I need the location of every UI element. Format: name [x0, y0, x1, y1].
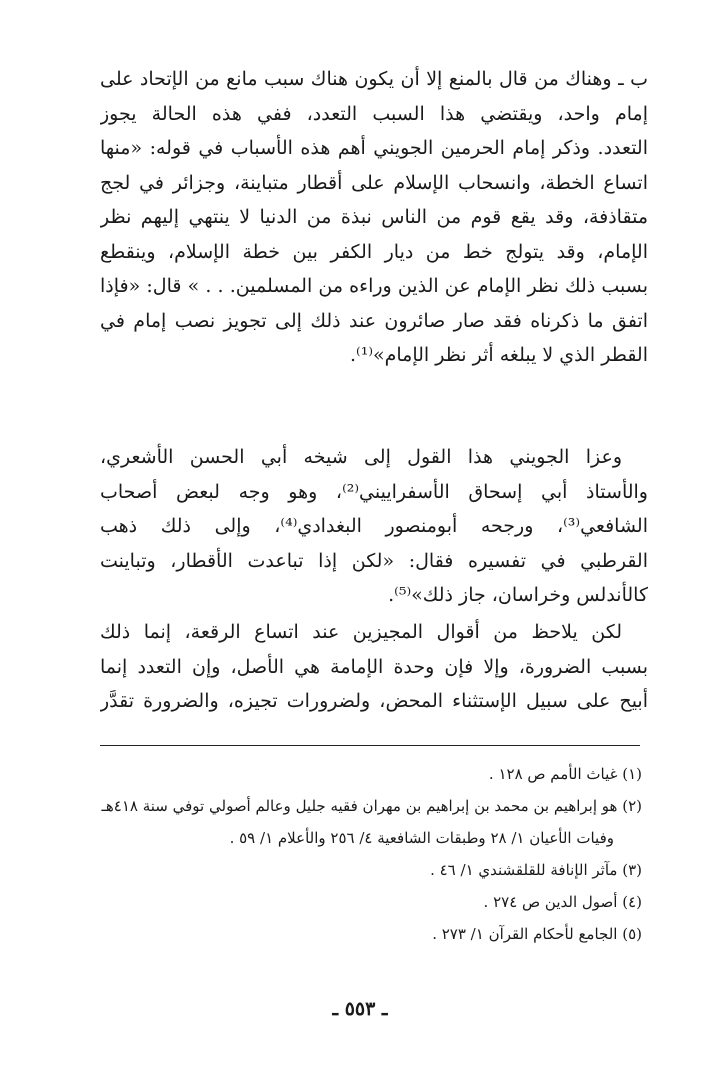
page-number: ـ ٥٥٣ ـ: [332, 998, 388, 1020]
text-line: بسبب ذلك نظر الإمام عن الذين وراءه من المسلمين. . . » قال: «فإذا: [100, 275, 648, 297]
footnote-separator: [100, 745, 640, 746]
text-line: كالأندلس وخراسان، جاز ذلك»⁽⁵⁾.: [388, 584, 648, 606]
text-line: ب ـ وهناك من قال بالمنع إلا أن يكون هناك سبب مانع من الإتحاد على: [100, 68, 648, 90]
text-line: التعدد. وذكر إمام الحرمين الجويني أهم هذه الأسباب في قوله: «منها: [100, 137, 648, 159]
text-line: إمام واحد، ويقتضي هذا السبب التعدد، ففي هذه الحالة يجوز: [100, 102, 648, 125]
text-line: وعزا الجويني هذا القول إلى شيخه أبي الحسن الأشعري،: [100, 446, 622, 468]
paragraph-2: [100, 440, 648, 613]
text-line: اتفق ما ذكرناه فقد صار صائرون عند ذلك إلى تجويز نصب إمام في: [100, 309, 648, 332]
text-line: القرطبي في تفسيره فقال: «لكن إذا تباعدت الأقطار، وتباينت: [100, 549, 648, 572]
footnote-4: (٤) أصول الدين ص ٢٧٤ .: [483, 893, 642, 911]
footnote-3: (٣) مآثر الإنافة للقلقشندي ١/ ٤٦ .: [430, 861, 642, 879]
text-line: أبيح على سبيل الإستثناء المحض، ولضرورات تجيزه، والضرورة تقدَّر: [100, 690, 648, 712]
text-line: اتساع الخطة، وانسحاب الإسلام على أقطار متباينة، وجزائر في لجج: [100, 171, 648, 194]
paragraph-3: [100, 615, 648, 719]
text-line: والأستاذ أبي إسحاق الأسفراييني⁽²⁾، وهو وجه لبعض أصحاب: [100, 480, 648, 503]
text-line: لكن يلاحظ من أقوال المجيزين عند اتساع الرقعة، إنما ذلك: [100, 621, 622, 643]
paragraph-1: [100, 62, 648, 373]
footnote-2-continuation: وفيات الأعيان ١/ ٢٨ وطبقات الشافعية ٤/ ٢٥٦ والأعلام ١/ ٥٩ .: [229, 829, 614, 847]
text-line: الإمام، وقد يتولج خط من ديار الكفر بين خطة الإسلام، وينقطع: [100, 240, 648, 263]
text-line: القطر الذي لا يبلغه أثر نظر الإمام»⁽¹⁾.: [349, 344, 648, 366]
text-line: متقاذفة، وقد يقع قوم من الناس نبذة من الدنيا لا ينتهي إليهم نظر: [100, 206, 648, 228]
footnote-5: (٥) الجامع لأحكام القرآن ١/ ٢٧٣ .: [432, 925, 642, 943]
footnotes: [90, 758, 642, 950]
text-line: الشافعي⁽³⁾، ورجحه أبومنصور البغدادي⁽⁴⁾، وإلى ذلك ذهب: [100, 515, 648, 537]
footnote-2: (٢) هو إبراهيم بن محمد بن إبراهيم بن مهران فقيه جليل وعالم أصولي توفي سنة ٤١٨هـ: [101, 797, 642, 815]
footnote-1: (١) غياث الأمم ص ١٢٨ .: [488, 765, 642, 783]
text-line: بسبب الضرورة، وإلا فإن وحدة الإمامة هي الأصل، وإن التعدد إنما: [100, 655, 648, 678]
